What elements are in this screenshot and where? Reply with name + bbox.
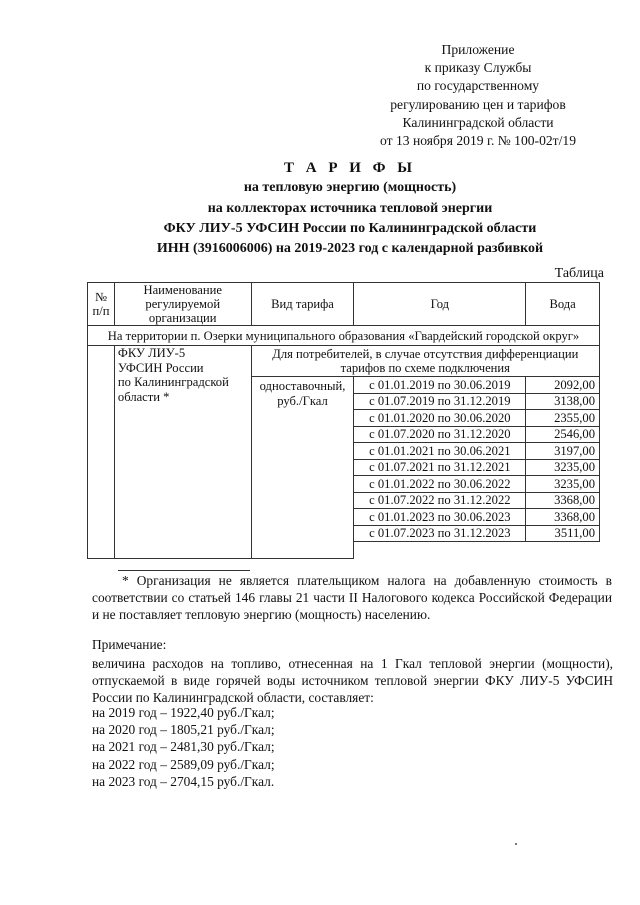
consumer-row — [88, 346, 600, 377]
value-cell: 3138,00 — [526, 393, 600, 410]
fuel-cost-item: на 2023 год – 2704,15 руб./Гкал. — [92, 773, 275, 789]
header-year: Год — [354, 283, 526, 326]
value-cell: 3368,00 — [526, 492, 600, 509]
org-line: УФСИН России — [117, 360, 204, 375]
period-cell: с 01.07.2020 по 31.12.2020 — [354, 426, 526, 443]
value-cell: 3197,00 — [526, 443, 600, 460]
value-cell: 3235,00 — [526, 476, 600, 493]
appendix-line: Приложение — [441, 42, 515, 57]
title-line: Т А Р И Ф Ы — [283, 160, 417, 176]
note-text: величина расходов на топливо, отнесенная на 1 Гкал тепловой энергии (мощности), отпускаемой в виде горячей воды источником тепловой энергии ФКУ ЛИУ-5 УФСИН России по Калининградской области, составляет: — [92, 656, 613, 706]
fuel-cost-item: на 2022 год – 2589,09 руб./Гкал; — [92, 756, 275, 772]
tariff-type-cell — [251, 377, 354, 559]
value-cell: 3511,00 — [526, 525, 600, 542]
period-cell: с 01.01.2022 по 30.06.2022 — [354, 476, 526, 493]
footnote: * Организация не является плательщиком налога на добавленную стоимость в соответствии со статьей 146 главы 21 части II Налогового кодекса Российской Федерации и не поставляет тепловую энергию (мощность) населению. — [92, 573, 612, 622]
spacer-cell — [354, 542, 526, 559]
org-line: ФКУ ЛИУ-5 — [117, 346, 186, 360]
value-cell: 2546,00 — [526, 426, 600, 443]
period-cell: с 01.01.2021 по 30.06.2021 — [354, 443, 526, 460]
tariff-type-line: одноставочный, — [259, 379, 346, 393]
fuel-cost-item: на 2019 год – 1922,40 руб./Гкал; — [92, 705, 275, 720]
period-cell: с 01.01.2019 по 30.06.2019 — [354, 377, 526, 394]
appendix-line: от 13 ноября 2019 г. № 100-02т/19 — [380, 133, 576, 149]
header-water: Вода — [526, 283, 600, 326]
fuel-cost-item: на 2020 год – 1805,21 руб./Гкал; — [92, 722, 275, 738]
fuel-cost-list — [92, 704, 275, 790]
title-line: ИНН (3916006006) на 2019-2023 год с календарной разбивкой — [156, 241, 544, 257]
header-num: № п/п — [88, 283, 115, 326]
tariff-table — [87, 282, 600, 559]
num-cell — [88, 346, 115, 559]
appendix-line: Калининградской области — [402, 114, 554, 130]
header-type: Вид тарифа — [251, 283, 354, 326]
spacer-cell — [526, 542, 600, 559]
header-org: Наименование регулируемой организации — [114, 283, 251, 326]
period-cell: с 01.01.2020 по 30.06.2020 — [354, 410, 526, 427]
tariff-type-line: руб./Гкал — [277, 393, 328, 408]
title-line: на тепловую энергию (мощность) — [243, 180, 457, 196]
org-line: по Калининградской — [117, 375, 229, 389]
period-cell: с 01.07.2021 по 31.12.2021 — [354, 459, 526, 476]
org-cell — [114, 346, 251, 559]
consumers-cell: Для потребителей, в случае отсутствия дифференциации тарифов по схеме подключения — [251, 346, 599, 377]
document-title — [0, 158, 640, 259]
appendix-line: регулированию цен и тарифов — [390, 96, 566, 112]
table-label: Таблица — [554, 266, 604, 281]
territory-row — [88, 326, 600, 346]
title-line: на коллекторах источника тепловой энергии — [207, 200, 493, 216]
fuel-cost-item: на 2021 год – 2481,30 руб./Гкал; — [92, 739, 275, 755]
footnote-divider — [118, 570, 250, 571]
table-header-row — [88, 283, 600, 326]
org-line: области * — [117, 389, 170, 404]
period-cell: с 01.07.2019 по 31.12.2019 — [354, 393, 526, 410]
scan-speck — [515, 843, 517, 845]
period-cell: с 01.07.2023 по 31.12.2023 — [354, 525, 526, 542]
value-cell: 3235,00 — [526, 459, 600, 476]
appendix-line: к приказу Службы — [424, 60, 532, 76]
value-cell: 3368,00 — [526, 509, 600, 526]
value-cell: 2092,00 — [526, 377, 600, 394]
period-cell: с 01.01.2023 по 30.06.2023 — [354, 509, 526, 526]
value-cell: 2355,00 — [526, 410, 600, 427]
title-line: ФКУ ЛИУ-5 УФСИН России по Калининградской области — [163, 220, 537, 236]
appendix-header — [348, 41, 608, 150]
appendix-line: по государственному — [416, 78, 540, 94]
note-title: Примечание: — [92, 637, 167, 652]
period-cell: с 01.07.2022 по 31.12.2022 — [354, 492, 526, 509]
territory-cell: На территории п. Озерки муниципального образования «Гвардейский городской округ» — [88, 326, 600, 346]
